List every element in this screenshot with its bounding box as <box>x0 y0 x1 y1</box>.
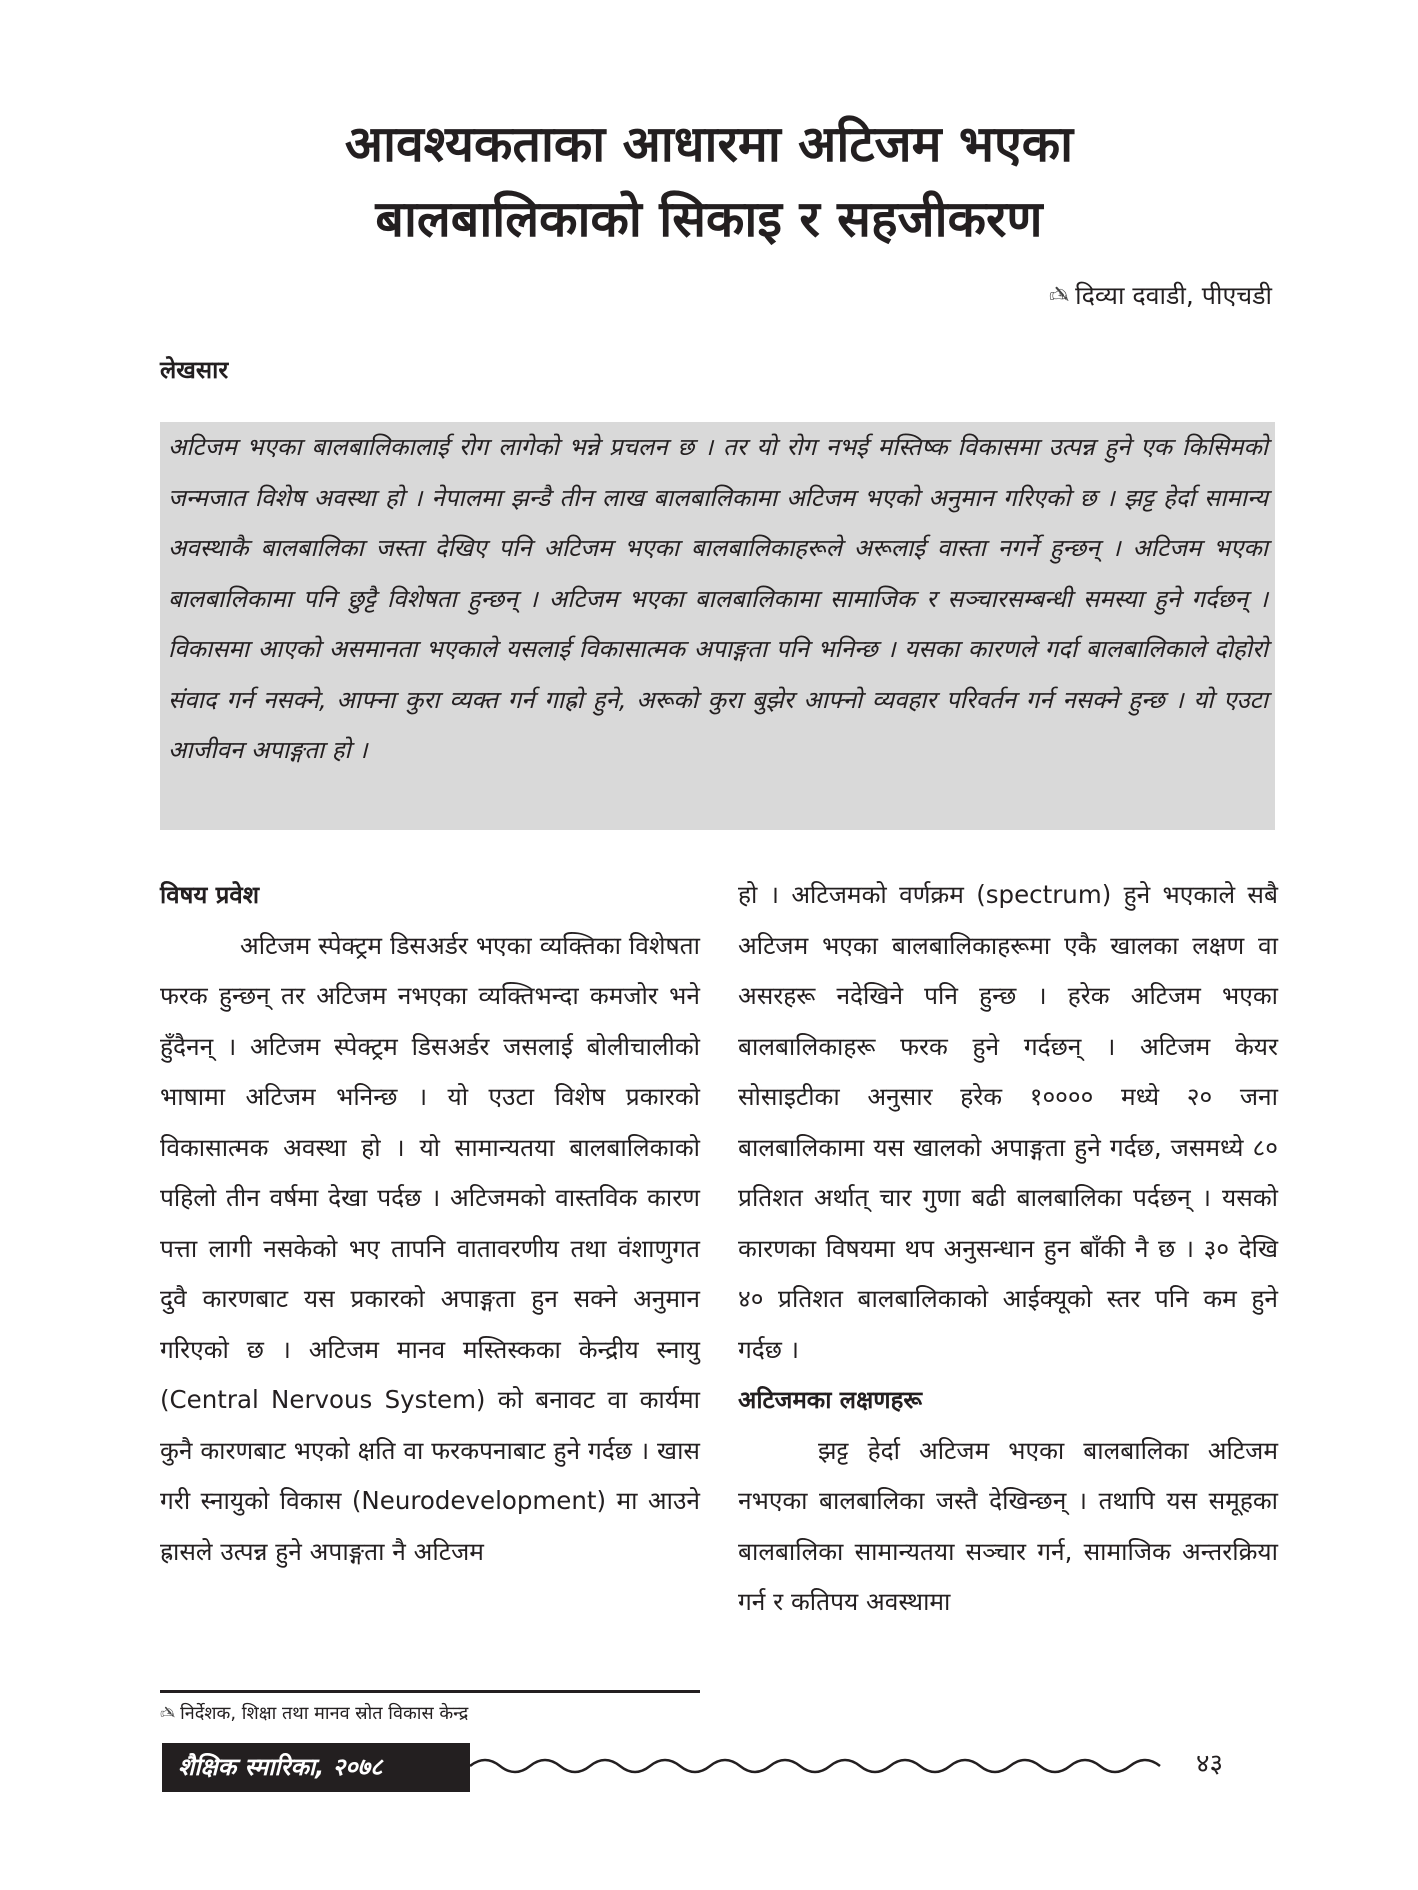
article-title-line-1: आवश्यकताका आधारमा अटिजम भएका <box>344 115 1074 173</box>
section-heading-symptoms: अटिजमका लक्षणहरू <box>738 1386 923 1414</box>
body-column-left <box>160 870 700 1577</box>
article-title-line-2: बालबालिकाको सिकाइ र सहजीकरण <box>375 190 1043 248</box>
abstract-heading: लेखसार <box>160 356 229 384</box>
footnote <box>160 1701 468 1725</box>
section-symptoms-text: झट्ट हेर्दा अटिजम भएका बालबालिका अटिजम नभएका बालबालिका जस्तै देखिन्छन् । तथापि यस समूहका बालबालिका सामान्यतया सञ्चार गर्न, सामाजिक अन्तरक्रिया गर्न र कतिपय अवस्थामा <box>738 1435 1278 1616</box>
footnote-text: निर्देशक, शिक्षा तथा मानव स्रोत विकास केन्द्र <box>180 1703 469 1724</box>
author-byline <box>1049 278 1272 312</box>
abstract-text: अटिजम भएका बालबालिकालाई रोग लागेको भन्ने प्रचलन छ । तर यो रोग नभई मस्तिष्क विकासमा उत्पन्न हुने एक किसिमको जन्मजात विशेष अवस्था हो । नेपालमा झन्डै तीन लाख बालबालिकामा अटिजम भएको अनुमान गरिएको छ । झट्ट हेर्दा सामान्य अवस्थाकै बालबालिका जस्ता देखिए पनि अटिजम भएका बालबालिकाहरूले अरूलाई वास्ता नगर्ने हुन्छन् । अटिजम भएका बालबालिकामा पनि छुट्टै विशेषता हुन्छन् । अटिजम भएका बालबालिकामा सामाजिक र सञ्चारसम्बन्धी समस्या हुने गर्दछन् । विकासमा आएको असमानता भएकाले यसलाई विकासात्मक अपाङ्गता पनि भनिन्छ । यसका कारणले गर्दा बालबालिकाले दोहोरो संवाद गर्न नसक्ने, आफ्ना कुरा व्यक्त गर्न गाह्रो हुने, अरूको कुरा बुझेर आफ्नो व्यवहार परिवर्तन गर्न नसक्ने हुन्छ । यो एउटा आजीवन अपाङ्गता हो । <box>168 433 1268 764</box>
page-number: ४३ <box>1196 1749 1224 1779</box>
wavy-line-ornament <box>470 1748 1190 1782</box>
section-introduction-text: अटिजम स्पेक्ट्रम डिसअर्डर भएका व्यक्तिका विशेषता फरक हुन्छन् तर अटिजम नभएका व्यक्तिभन्दा कमजोर भने हुँदैनन् । अटिजम स्पेक्ट्रम डिसअर्डर जसलाई बोलीचालीको भाषामा अटिजम भनिन्छ । यो एउटा विशेष प्रकारको विकासात्मक अवस्था हो । यो सामान्यतया बालबालिकाको पहिलो तीन वर्षमा देखा पर्दछ । अटिजमको वास्तविक कारण पत्ता लागी नसकेको भए तापनि वातावरणीय तथा वंशाणुगत दुवै कारणबाट यस प्रकारको अपाङ्गता हुन सक्ने अनुमान गरिएको छ । अटिजम मानव मस्तिस्कका केन्द्रीय स्नायु (Central Nervous System) को बनावट वा कार्यमा कुनै कारणबाट भएको क्षति वा फरकपनाबाट हुने गर्दछ । खास गरी स्नायुको विकास (Neurodevelopment) मा आउने ह्रासले उत्पन्न हुने अपाङ्गता नै अटिजम <box>160 930 700 1566</box>
pen-icon: ✍ <box>160 1702 176 1724</box>
footnote-rule <box>160 1690 700 1693</box>
section-heading-introduction: विषय प्रवेश <box>160 881 260 909</box>
author-name: दिव्या दवाडी, पीएचडी <box>1075 281 1272 310</box>
pen-icon: ✍ <box>1049 281 1070 309</box>
body-column-right <box>738 870 1278 1628</box>
journal-name: शैक्षिक स्मारिका, २०७८ <box>178 1753 383 1781</box>
section-introduction-continued: हो । अटिजमको वर्णक्रम (spectrum) हुने भएकाले सबै अटिजम भएका बालबालिकाहरूमा एकै खालका लक्षण वा असरहरू नदेखिने पनि हुन्छ । हरेक अटिजम भएका बालबालिकाहरू फरक हुने गर्दछन् । अटिजम केयर सोसाइटीका अनुसार हरेक १०००० मध्ये २० जना बालबालिकामा यस खालको अपाङ्गता हुने गर्दछ, जसमध्ये ८० प्रतिशत अर्थात् चार गुणा बढी बालबालिका पर्दछन् । यसको कारणका विषयमा थप अनुसन्धान हुन बाँकी नै छ । ३० देखि ४० प्रतिशत बालबालिकाको आईक्यूको स्तर पनि कम हुने गर्दछ । <box>738 880 1278 1364</box>
